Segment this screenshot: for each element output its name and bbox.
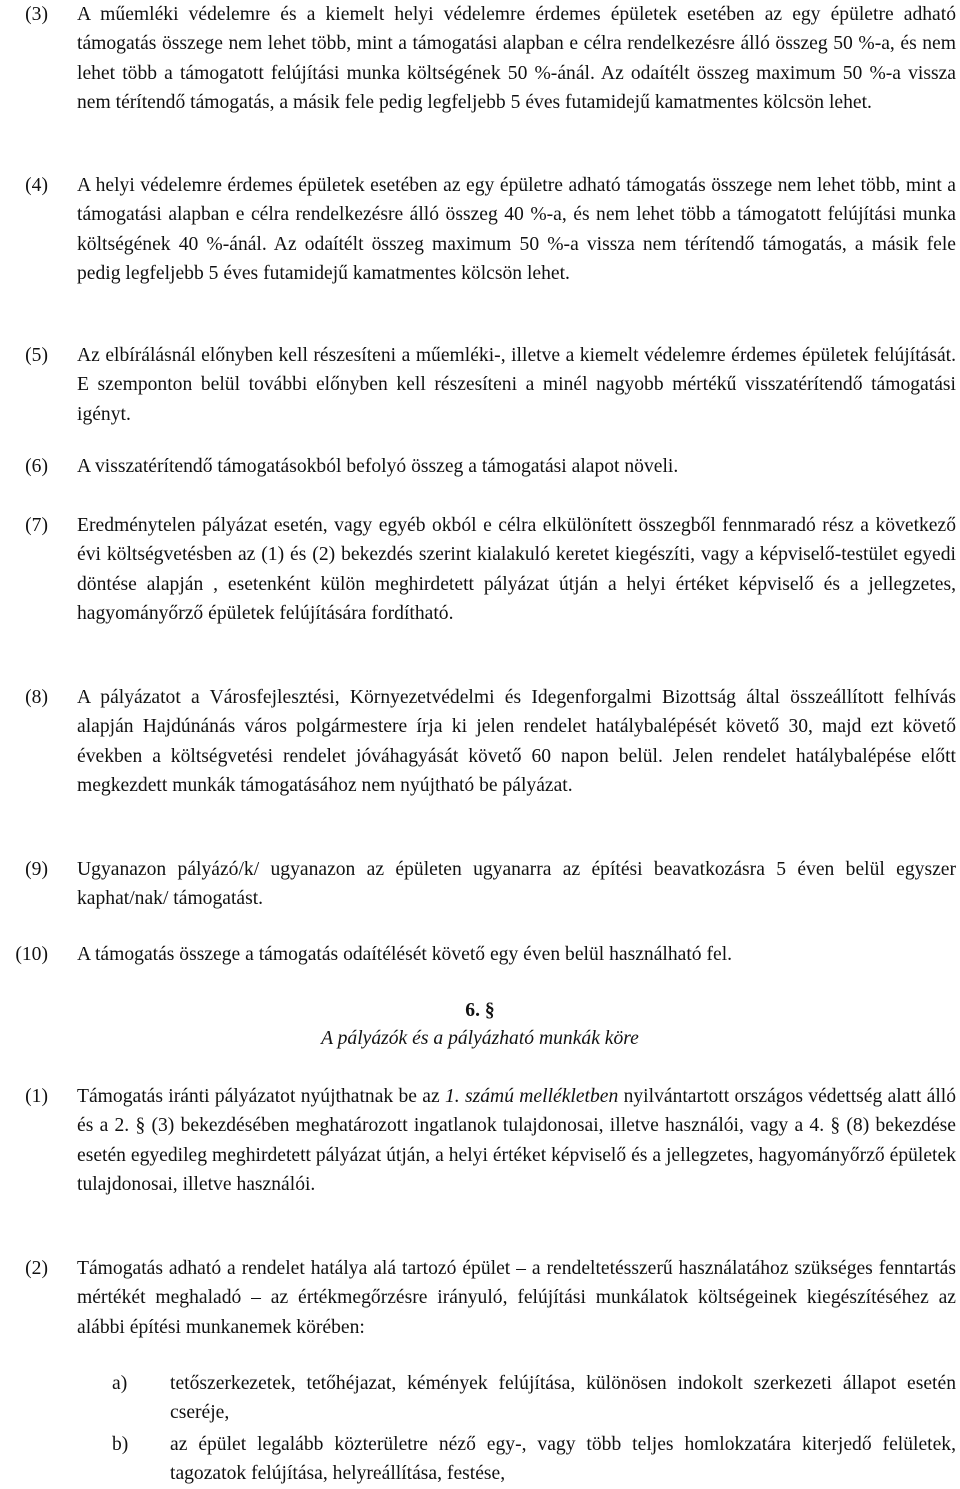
paragraph-number: (9)	[25, 859, 48, 880]
paragraph-number: (6)	[25, 456, 48, 477]
paragraph-number: (8)	[25, 687, 48, 708]
list-text: az épület legalább közterületre néző egy-, vagy több teljes homlokzatára kiterjedő felületek, tagozatok felújítása, helyreállítása, festése,	[170, 1433, 956, 1485]
annex-reference: 1. számú mellékletben	[445, 1086, 619, 1107]
paragraph-text: Támogatás adható a rendelet hatálya alá tartozó épület – a rendeltetésszerű használatához szükséges fenntartás mértékét meghaladó – az értékmegőrzésre irányuló, felújítási munkálatok költségeinek kiegészítéséhez az alábbi építési munkanemek körében:	[77, 1258, 956, 1338]
paragraph-text: A támogatás összege a támogatás odaítélését követő egy éven belül használható fel.	[77, 944, 733, 965]
list-item-a	[0, 1369, 960, 1428]
paragraph-text	[77, 1082, 956, 1200]
paragraph-number: (4)	[25, 175, 48, 196]
text-after: nyilvántartott országos védettség alatt álló és a 2. § (3) bekezdésében meghatározott ingatlanok tulajdonosai, illetve használói, vagy a 4. § (8) bekezdése esetén egyedileg meghirdetett pályázat útján, a helyi értéket képviselő és a jellegzetes, hagyományőrző épületek tulajdonosai, illetve használói.	[77, 1086, 957, 1196]
section-number: 6. §	[465, 1000, 495, 1021]
paragraph-number: (1)	[25, 1086, 48, 1107]
text-before: Támogatás iránti pályázatot nyújthatnak be az	[77, 1086, 445, 1107]
paragraph-6	[0, 452, 960, 481]
paragraph-5	[0, 341, 960, 429]
list-text: tetőszerkezetek, tetőhéjazat, kémények felújítása, különösen indokolt szerkezeti állapot esetén cseréje,	[170, 1373, 956, 1424]
paragraph-number: (2)	[25, 1258, 48, 1279]
paragraph-number: (5)	[25, 345, 48, 366]
section-title: A pályázók és a pályázható munkák köre	[321, 1028, 639, 1049]
paragraph-10	[0, 940, 960, 969]
section-paragraph-2	[0, 1254, 960, 1342]
paragraph-number: (3)	[25, 4, 48, 25]
paragraph-8	[0, 683, 960, 801]
paragraph-9	[0, 855, 960, 914]
paragraph-7	[0, 511, 960, 629]
paragraph-text: A visszatérítendő támogatásokból befolyó összeg a támogatási alapot növeli.	[77, 456, 679, 477]
paragraph-text: A műemléki védelemre és a kiemelt helyi védelemre érdemes épületek esetében az egy épületre adható támogatás összege nem lehet több, mint a támogatási alapban e célra rendelkezésre álló összeg 50 %-a, és nem lehet több a támogatott felújítási munka költségének 50 %-ánál. Az odaítélt összeg maximum 50 %-a vissza nem térítendő támogatás, a másik fele pedig legfeljebb 5 éves futamidejű kamatmentes kölcsön lehet.	[77, 4, 956, 114]
work-types-list	[0, 1369, 960, 1489]
list-label: a)	[112, 1373, 128, 1394]
paragraph-text: Az elbírálásnál előnyben kell részesíteni a műemléki-, illetve a kiemelt védelemre érdemes épületek felújítását. E szemponton belül további előnyben kell részesíteni a minél nagyobb mértékű visszatérítendő támogatási igényt.	[77, 345, 956, 425]
paragraph-number: (7)	[25, 515, 48, 536]
section-paragraph-1	[0, 1082, 960, 1200]
list-label: b)	[112, 1433, 129, 1455]
paragraph-number: (10)	[15, 944, 48, 965]
paragraph-text: A helyi védelemre érdemes épületek esetében az egy épületre adható támogatás összege nem lehet több, mint a támogatási alapban e célra rendelkezésre álló összeg 40 %-a, és nem lehet több a támogatott felújítási munka költségének 40 %-ánál. Az odaítélt összeg maximum 50 %-a vissza nem térítendő támogatás, a másik fele pedig legfeljebb 5 éves futamidejű kamatmentes kölcsön lehet.	[77, 175, 956, 285]
paragraph-text: A pályázatot a Városfejlesztési, Környezetvédelmi és Idegenforgalmi Bizottság által összeállított felhívás alapján Hajdúnánás város polgármestere írja ki jelen rendelet hatálybalépését követő 30, majd ezt követő években a költségvetési rendelet jóváhagyását követő 60 napon belül. Jelen rendelet hatálybalépése előtt megkezdett munkák támogatásához nem nyújtható be pályázat.	[77, 687, 956, 797]
paragraph-4	[0, 171, 960, 289]
paragraph-text: Eredménytelen pályázat esetén, vagy egyéb okból e célra elkülönített összegből fennmaradó rész a következő évi költségvetésben az (1) és (2) bekezdés szerint kialakuló keretet kiegészíti, vagy a képviselő-testület egyedi döntése alapján , esetenként külön meghirdetett pályázat útján a helyi értéket képviselő és a jellegzetes, hagyományőrző épületek felújítására fordítható.	[77, 515, 956, 625]
paragraph-3	[0, 0, 960, 118]
paragraph-text: Ugyanazon pályázó/k/ ugyanazon az épületen ugyanarra az építési beavatkozásra 5 éven belül egyszer kaphat/nak/ támogatást.	[77, 859, 956, 910]
